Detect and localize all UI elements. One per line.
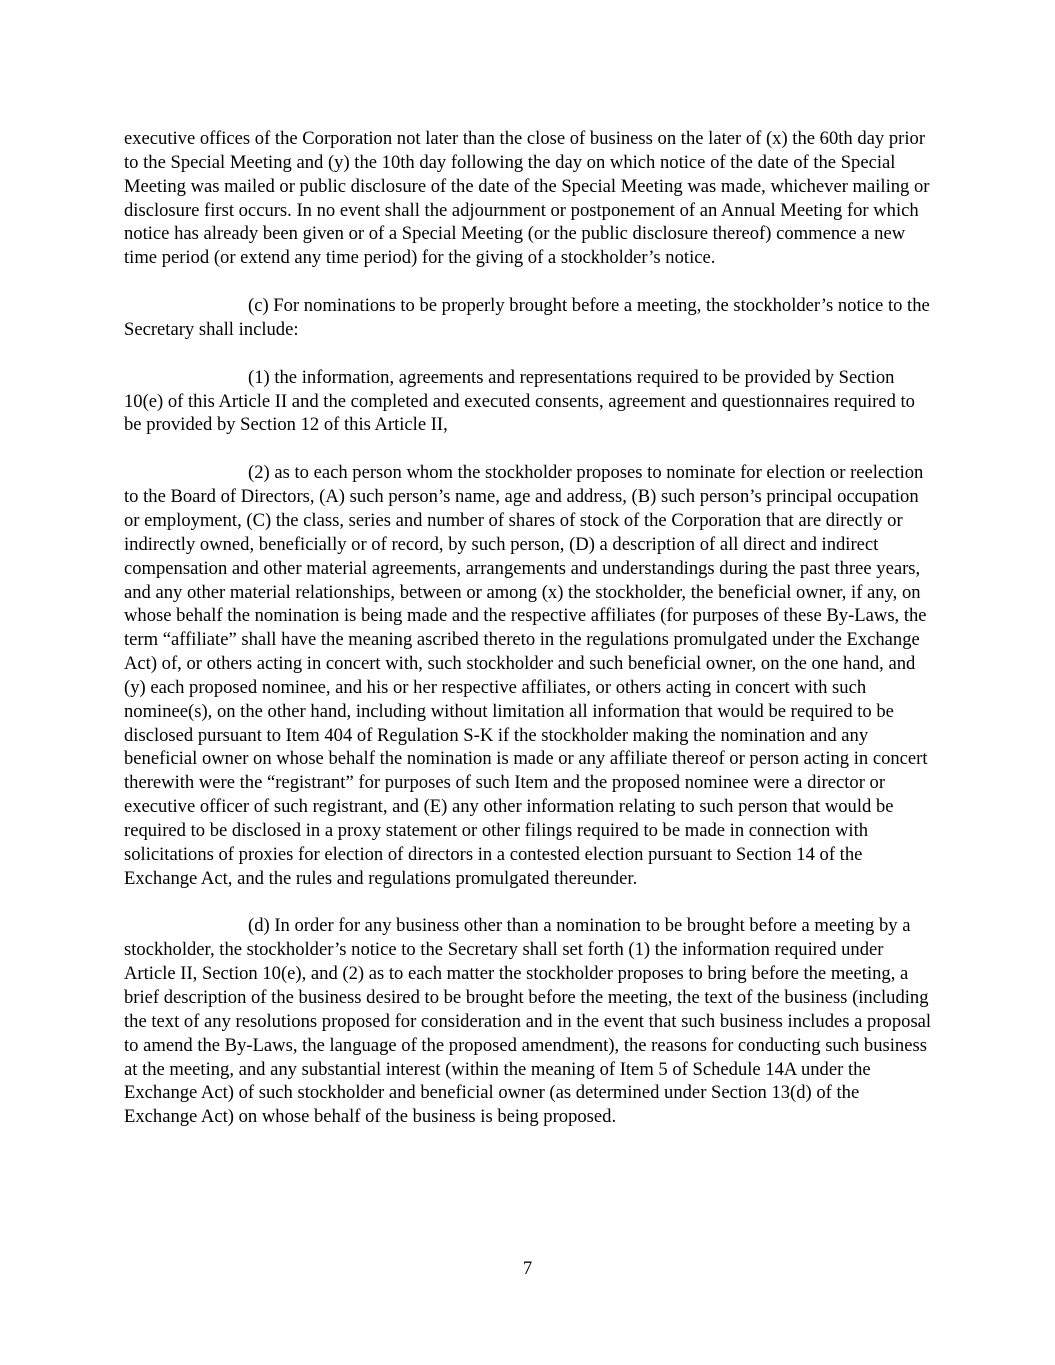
paragraph-continuation: executive offices of the Corporation not later than the close of business on the later of (x) the 60th day prior to the Special Meeting and (y) the 10th day following the day on which notice of the date of the Special Meeting was mailed or public disclosure of the date of the Special Meeting was made, whichever mailing or disclosure first occurs. In no event shall the adjournment or postponement of an Annual Meeting for which notice has already been given or of a Special Meeting (or the public disclosure thereof) commence a new time period (or extend any time period) for the giving of a stockholder’s notice. — [124, 128, 930, 269]
paragraph-2-nominee-details: (2) as to each person whom the stockholder proposes to nominate for election or reelection to the Board of Directors, (A) such person’s name, age and address, (B) such person’s principal occupation or employment, (C) the class, series and number of shares of stock of the Corporation that are directly or indirectly owned, beneficially or of record, by such person, (D) a description of all direct and indirect compensation and other material agreements, arrangements and understandings during the past three years, and any other material relationships, between or among (x) the stockholder, the beneficial owner, if any, on whose behalf the nomination is being made and the respective affiliates (for purposes of these By-Laws, the term “affiliate” shall have the meaning ascribed thereto in the regulations promulgated under the Exchange Act) of, or others acting in concert with, such stockholder and such beneficial owner, on the one hand, and (y) each proposed nominee, and his or her respective affiliates, or others acting in concert with such nominee(s), on the other hand, including without limitation all information that would be required to be disclosed pursuant to Item 404 of Regulation S-K if the stockholder making the nomination and any beneficial owner on whose behalf the nomination is made or any affiliate thereof or person acting in concert therewith were the “registrant” for purposes of such Item and the proposed nominee were a director or executive officer of such registrant, and (E) any other information relating to such person that would be required to be disclosed in a proxy statement or other filings required to be made in connection with solicitations of proxies for election of directors in a contested election pursuant to Section 14 of the Exchange Act, and the rules and regulations promulgated thereunder. — [124, 462, 928, 889]
paragraph-d-business: (d) In order for any business other than a nomination to be brought before a meeting by a stockholder, the stockholder’s notice to the Secretary shall set forth (1) the information required under Article II, Section 10(e), and (2) as to each matter the stockholder proposes to bring before the meeting, a brief description of the business desired to be brought before the meeting, the text of the business (including the text of any resolutions proposed for consideration and in the event that such business includes a proposal to amend the By-Laws, the language of the proposed amendment), the reasons for conducting such business at the meeting, and any substantial interest (within the meaning of Item 5 of Schedule 14A under the Exchange Act) of such stockholder and beneficial owner (as determined under Section 13(d) of the Exchange Act) on whose behalf of the business is being proposed. — [124, 915, 932, 1128]
page-number: 7 — [522, 1258, 533, 1279]
paragraph-1-information: (1) the information, agreements and representations required to be provided by Section 10(e) of this Article II and the completed and executed consents, agreement and questionnaires required to be provided by Section 12 of this Article II, — [124, 366, 915, 436]
paragraph-c-nominations: (c) For nominations to be properly brought before a meeting, the stockholder’s notice to the Secretary shall include: — [124, 295, 930, 340]
document-page — [124, 127, 936, 1153]
